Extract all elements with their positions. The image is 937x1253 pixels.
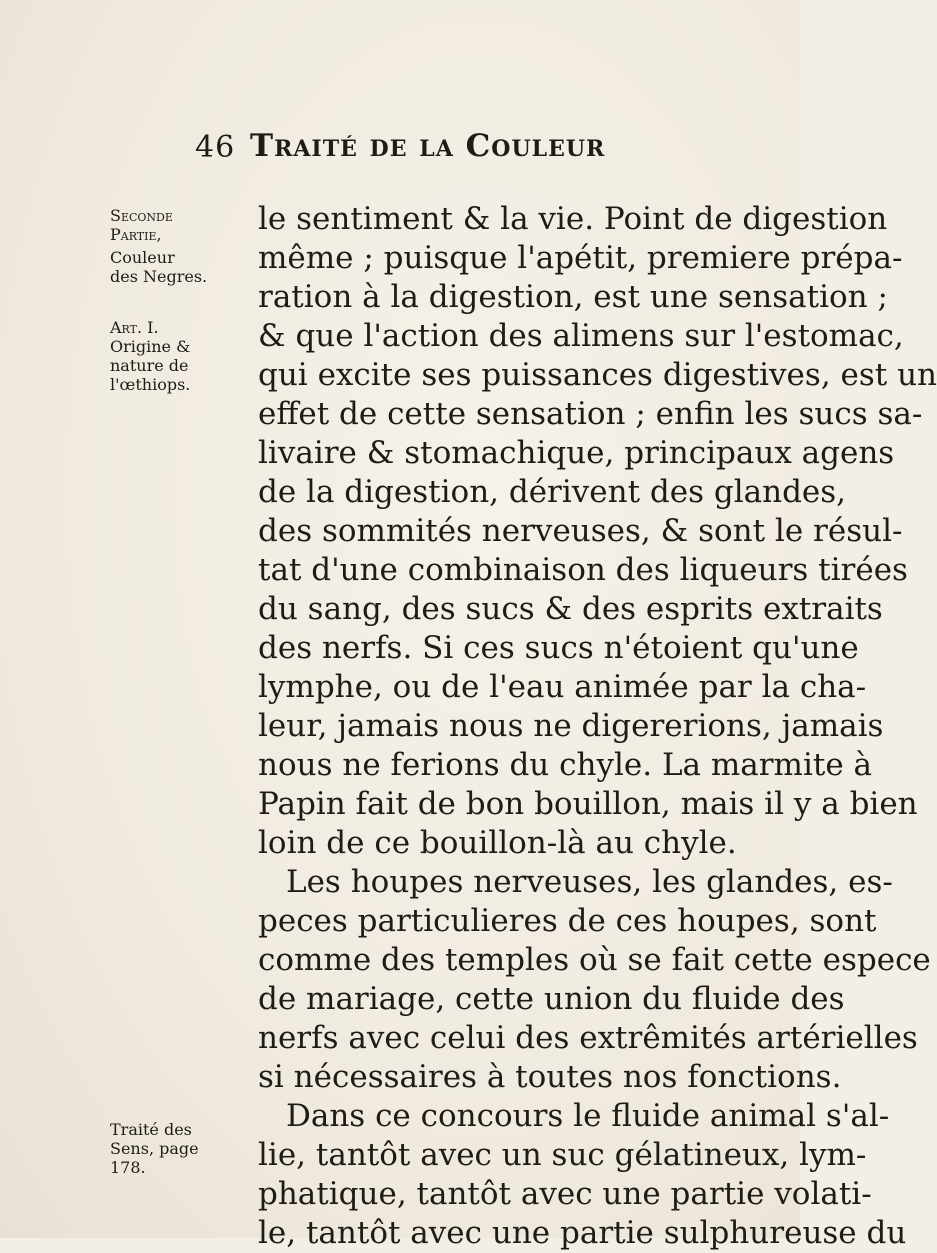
text-line: effet de cette sensation ; enfin les sucs sa- — [258, 396, 923, 432]
text-line: & que l'action des alimens sur l'estomac, — [258, 318, 904, 354]
text-line: tat d'une combinaison des liqueurs tirées — [258, 552, 908, 588]
text-line: lie, tantôt avec un suc gélatineux, lym- — [258, 1137, 867, 1173]
margin-note-line: Origine & — [110, 337, 191, 356]
margin-note-line: Art. I. — [110, 318, 159, 337]
page-number: 46 — [195, 130, 236, 165]
text-line: qui excite ses puissances digestives, est un — [258, 357, 937, 393]
text-line: livaire & stomachique, principaux agens — [258, 435, 895, 471]
margin-note-part — [110, 206, 260, 244]
margin-note-line: Seconde — [110, 206, 173, 225]
text-line: nerfs avec celui des extrêmités artérielles — [258, 1020, 918, 1056]
text-line: loin de ce bouillon-là au chyle. — [258, 825, 737, 861]
text-line: du sang, des sucs & des esprits extraits — [258, 591, 883, 627]
text-line: peces particulieres de ces houpes, sont — [258, 903, 877, 939]
text-line: lymphe, ou de l'eau animée par la cha- — [258, 669, 867, 705]
text-line: des sommités nerveuses, & sont le résul- — [258, 513, 903, 549]
text-line: Papin fait de bon bouillon, mais il y a bien — [258, 786, 918, 822]
running-title: Traité de la Couleur — [250, 128, 606, 164]
margin-note-line: l'œthiops. — [110, 375, 191, 394]
text-line: si nécessaires à toutes nos fonctions. — [258, 1059, 842, 1095]
text-line: des nerfs. Si ces sucs n'étoient qu'une — [258, 630, 859, 666]
text-line: Dans ce concours le fluide animal s'al- — [286, 1098, 890, 1134]
text-line: leur, jamais nous ne digererions, jamais — [258, 708, 884, 744]
text-line: de la digestion, dérivent des glandes, — [258, 474, 847, 510]
text-line: même ; puisque l'apétit, premiere prépa- — [258, 240, 903, 276]
margin-note-line: Traité des — [110, 1120, 192, 1139]
text-line: de mariage, cette union du fluide des — [258, 981, 845, 1017]
margin-note-line: nature de — [110, 356, 189, 375]
text-line: Les houpes nerveuses, les glandes, es- — [286, 864, 893, 900]
margin-note-chapter — [110, 248, 260, 286]
running-header — [195, 128, 755, 176]
margin-note-line: Sens, page — [110, 1139, 199, 1158]
text-line: ration à la digestion, est une sensation ; — [258, 279, 888, 315]
margin-note-reference — [110, 1120, 260, 1177]
text-line: le sentiment & la vie. Point de digestion — [258, 201, 888, 237]
margin-note-line: Partie, — [110, 225, 162, 244]
text-line: comme des temples où se fait cette espece — [258, 942, 931, 978]
margin-note-line: Couleur — [110, 248, 175, 267]
margin-note-line: des Negres. — [110, 267, 208, 286]
text-line: le, tantôt avec une partie sulphureuse du — [258, 1215, 907, 1251]
margin-note-line: 178. — [110, 1158, 146, 1177]
text-line: nous ne ferions du chyle. La marmite à — [258, 747, 873, 783]
text-line: phatique, tantôt avec une partie volati- — [258, 1176, 872, 1212]
body-text — [258, 200, 937, 1253]
margin-note-article — [110, 318, 260, 394]
